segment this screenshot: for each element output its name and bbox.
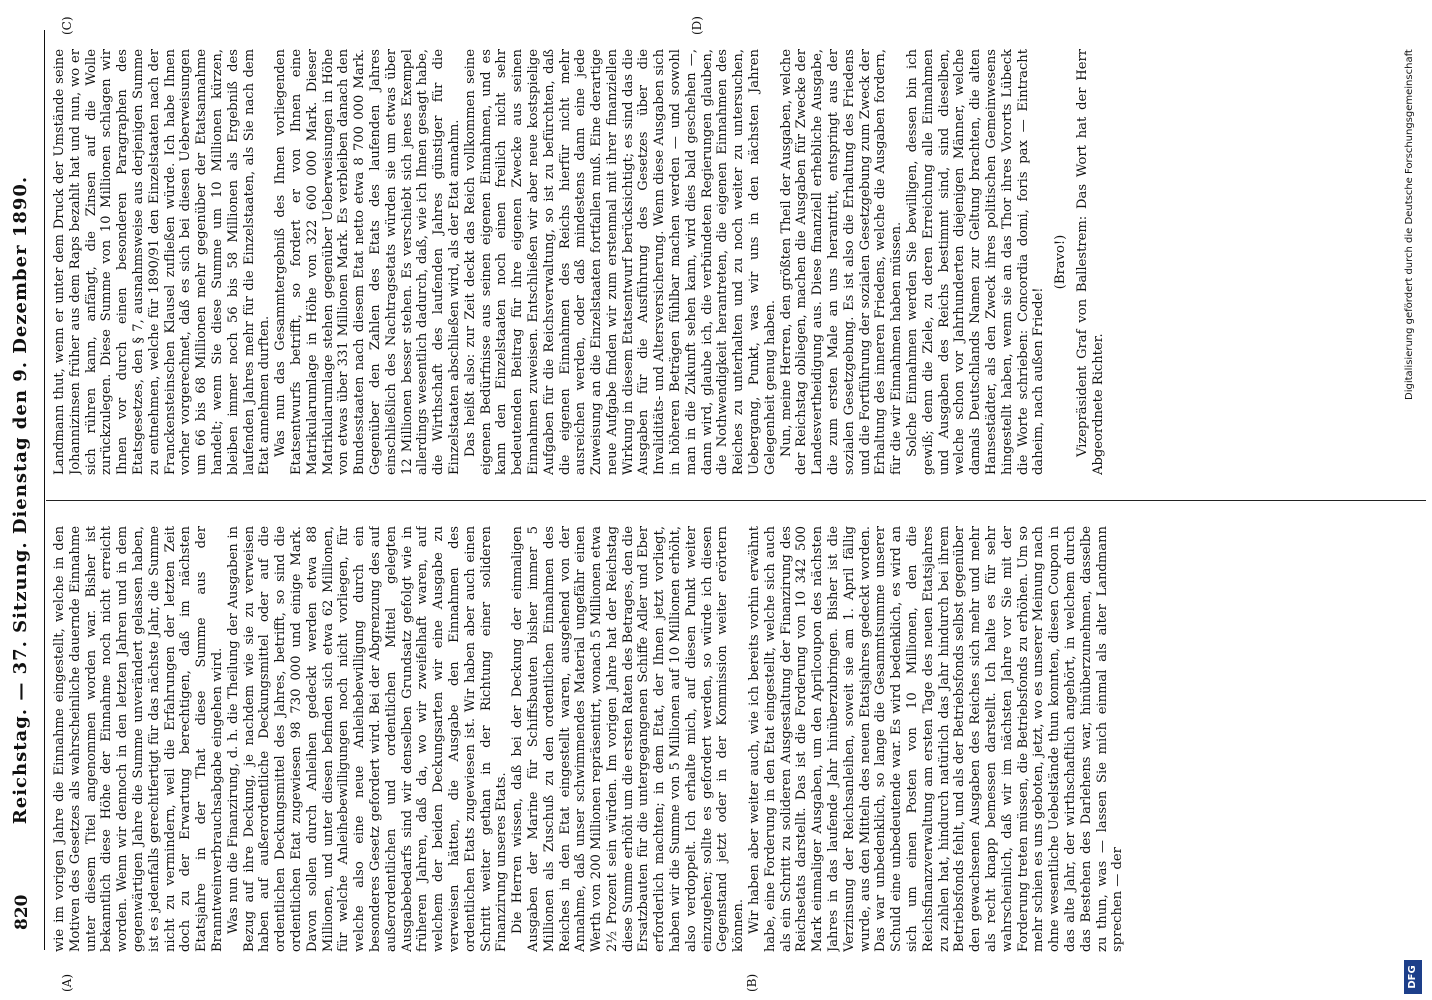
paragraph: Die Herren wissen, daß bei der Deckung der einmaligen Ausgaben der Marine für Schiffsbauten bisher immer 5 Millionen als Zuschuß zu den ordentlichen Einnahmen des Reiches in den Etat eingestellt waren, ausgehend von der Annahme, daß unser schwimmendes Material ungefähr einen Werth von 200 Millionen repräsentirt, wonach 5 Millionen etwa 2½ Prozent sein würden. Im vorigen Jahre hat der Reichstag diese Summe erhöht um die ersten Raten des Betrages, den die Ersatzbauten für die untergegangenen Schiffe Adler und Eber erforderlich machten; in dem Etat, der Ihnen jetzt vorliegt, haben wir die Summe von 5 Millionen auf 10 Millionen erhöht, also verdoppelt. Ich erhalte mich, auf diesen Punkt weiter einzugehen; sollte es gefordert werden, so würde ich diesen Gegenstand jetzt oder in der Kommission weiter erörtern können. [510, 526, 747, 952]
digitization-credit: Digitalisierung gefördert durch die Deutsche Forschungsgemeinschaft [1404, 49, 1415, 400]
right-text-column [52, 49, 1412, 475]
page-title: Reichstag. — 37. Sitzung. Dienstag den 9. Dezember 1890. [10, 175, 31, 825]
paragraph: Wir haben aber weiter auch, wie ich bereits vorhin erwähnt habe, eine Forderung in den Etat eingestellt, welche sich auch als ein Schritt zu solideren Ausgestaltung der Finanzirung des Reichsetats darstellt. Das ist die Forderung von 10 342 500 Mark einmaliger Ausgaben, um den Aprilcoupon des nächsten Jahres in das laufende Jahr hinüberzubringen. Bisher ist die Verzinsung der Reichsanleihen, soweit sie am 1. April fällig wurde, aus den Mitteln des neuen Etatsjahres gedeckt worden. Das war unbedenklich, so lange die Gesammtsumme unserer Schuld eine unbedeutende war. Es wird bedenklich, es wird an sich um einen Posten von 10 Millionen, den die Reichsfinanzverwaltung am ersten Tage des neuen Etatsjahres zu zahlen hat, hindurch natürlich das Jahr hindurch bei ihrem Betriebsfonds fehlt, und als der Betriebsfonds selbst gegenüber den gewachsenen Ausgaben des Reiches sich mehr und mehr als recht knapp bemessen darstellt. Ich halte es für sehr wahrscheinlich, daß wir im nächsten Jahre vor Sie mit der Forderung treten müssen, die Betriebsfonds zu erhöhen. Um so mehr schien es uns geboten, jetzt, wo es unserer Meinung nach ohne wesentliche Uebelstände thun konnten, diesen Coupon in das alte Jahr, der wirthschaftlich angehört, in welchem durch das Bestehen des Darlehens war, hinüberzunehmen, dasselbe zu thun, was — lassen Sie mich einmal als alter Landmann sprechen — der [747, 526, 1126, 952]
left-text-column [52, 526, 1432, 952]
paragraph: Was nun die Finanzirung, d. h. die Theilung der Ausgaben in Bezug auf ihre Deckung, je nachdem wie sie zu verweisen haben auf außerordentliche Deckungsmittel oder auf die ordentlichen Deckungsmittel des Jahres, betrifft, so sind die ordentlichen Etat zugewiesen 98 730 000 und einige Mark. Davon sollen durch Anleihen gedeckt werden etwa 88 Millionen, und unter diesen befinden sich etwa 62 Millionen, für welche Anleihebewilligungen noch nicht vorliegen, für welche also eine neue Anleihebewilligung durch ein besonderes Gesetz gefordert wird. Bei der Abgrenzung des auf außerordentlichen und ordentlichen Mittel gelegten Ausgabebedarfs sind wir denselben Grundsatz gefolgt wie in früheren Jahren, daß da, wo wir zweifelhaft waren, auf welchem der beiden Deckungsarten wir eine Ausgabe zu verweisen hätten, die Ausgabe den Einnahmen des ordentlichen Etats zugewiesen ist. Wir haben aber auch einen Schritt weiter gethan in der Richtung einer solideren Finanzirung unseres Etats. [225, 526, 510, 952]
dfg-logo: DFG [1404, 960, 1422, 994]
paragraph: wie im vorigen Jahre die Einnahme eingestellt, welche in den Motiven des Gesetzes als wahrscheinliche dauernde Einnahme unter diesem Titel angenommen worden war. Bisher ist bekanntlich diese Höhe der Einnahme noch nicht erreicht worden. Wenn wir dennoch in den letzten Jahren und in dem gegenwärtigen Jahre die Summe unverändert gelassen haben, ist es jedenfalls gerechtfertigt für das nächste Jahr, die Summe nicht zu vermindern, weil die Erfahrungen der letzten Zeit doch zu der Erwartung berechtigen, daß im nächsten Etatsjahre in der That diese Summe aus der Branntweinverbrauchsabgabe eingehen wird. [52, 526, 225, 952]
paragraph: Was nun das Gesammtergebniß des Ihnen vorliegenden Etatsentwurfs betrifft, so fordert er von Ihnen eine Matrikularumlage in Höhe von 322 600 000 Mark. Dieser Matrikularumlage stehen gegenüber Ueberweisungen in Höhe von etwas über 331 Millionen Mark. Es verbleiben danach den Bundesstaaten nach diesem Etat netto etwa 8 700 000 Mark. Gegenüber den Zahlen des Etats des laufenden Jahres einschließlich des Nachtragsetats würden sie um etwas über 12 Millionen besser stehen. Es verschiebt sich jenes Exempel allerdings wesentlich dadurch, daß, wie ich Ihnen gesagt habe, die Wirthschaft des laufenden Jahres günstiger für die Einzelstaaten abschließen wird, als der Etat annahm. [273, 49, 462, 475]
margin-marker-a: (A) [60, 973, 74, 992]
header-rule [44, 30, 45, 950]
paragraph: Landmann thut, wenn er unter dem Druck der Umstände seine Johannizinsen früher aus dem Raps bezahlt hat und nun, wo er sich rühren kann, anfängt, die Zinsen auf die Wolle zurückzulegen. Diese Summe von 10 Millionen schlagen wir Ihnen vor durch einen besonderen Paragraphen des Etatsgesetzes, den § 7, ausnahmsweise aus derjenigen Summe zu entnehmen, welche für 1890/91 den Einzelstaaten nach der Franckensteinschen Klausel zufließen würde. Ich habe Ihnen vorher vorgerechnet, daß es sich bei diesen Ueberweisungen um 66 bis 68 Millionen mehr gegenüber der Etatsannahme handelt; wenn Sie diese Summe um 10 Millionen kürzen, bleiben immer noch 56 bis 58 Millionen als Ergebniß des laufenden Jahres mehr für die Einzelstaaten, als Sie nach dem Etat annehmen durften. [52, 49, 273, 475]
paragraph: Solche Einnahmen werden Sie bewilligen, dessen bin ich gewiß; denn die Ziele, zu deren Erreichung alle Einnahmen und Ausgaben des Reichs bestimmt sind, sind dieselben, welche schon vor Jahrhunderten diejenigen Männer, welche damals Deutschlands Namen zur Geltung brachten, die alten Hansestädter, als den Zweck ihres politischen Gemeinwesens hingestellt haben, wenn sie an das Thor ihres Vororts Lübeck die Worte schrieben: Concordia domi, foris pax — Eintracht daheim, nach außen Friede! [905, 49, 1047, 475]
column-divider [46, 500, 1426, 501]
paragraph: Das heißt also: zur Zeit deckt das Reich vollkommen seine eigenen Bedürfnisse aus seinen eigenen Einnahmen, und es kann den Einzelstaaten noch einen freilich nicht sehr bedeutenden Beitrag für ihre eigenen Zwecke aus seinen Einnahmen zuweisen. Entschließen wir aber neue kostspielige Aufgaben für die Reichsverwaltung, so ist zu befürchten, daß die eigenen Einnahmen des Reichs hierfür nicht mehr ausreichen werden, oder daß mindestens dann eine jede Zuweisung an die Einzelstaaten fortfallen muß. Eine derartige neue Aufgabe finden wir zum erstenmal mit ihrer finanziellen Wirkung in diesem Etatsentwurf berücksichtigt; es sind das die Ausgaben für die Ausführung des Gesetzes über die Invaliditäts- und Altersversicherung. Wenn diese Ausgaben sich in höheren Beträgen fühlbar machen werden — und sowohl man in die Zukunft sehen kann, wird dies bald geschehen —, dann wird, glaube ich, die verbündeten Regierungen glauben, die Nothwendigkeit herantreten, die eigenen Einnahmen des Reiches zu unterhalten und zu noch weiter zu untersuchen, Uebergang, Punkt, was wir uns in den nächsten Jahren Gelegenheit genug haben. [462, 49, 778, 475]
page-header [0, 0, 46, 1000]
applause-note: (Bravo!) [1053, 234, 1069, 290]
margin-marker-c: (C) [60, 16, 74, 35]
paragraph: Nun, meine Herren, den größten Theil der Ausgaben, welche der Reichstag obliegen, machen die Ausgaben für Zwecke der Landesvertheidigung aus. Diese finanziell erhebliche Ausgabe, die zum ersten Male an uns herantritt, entspringt aus der sozialen Gesetzgebung. Es ist also die Erhaltung des Friedens und die Fortführung der sozialen Gesetzgebung zum Zweck der Erhaltung des inneren Friedens, welche die Ausgaben fordern, für die wir Einnahmen haben müssen. [778, 49, 905, 475]
page-number: 820 [12, 894, 32, 930]
speaker-line: Vizepräsident Graf von Ballestrem: Das Wort hat der Herr Abgeordnete Richter. [1075, 49, 1106, 475]
margin-marker-d: (D) [690, 16, 704, 35]
margin-marker-b: (B) [745, 973, 759, 992]
